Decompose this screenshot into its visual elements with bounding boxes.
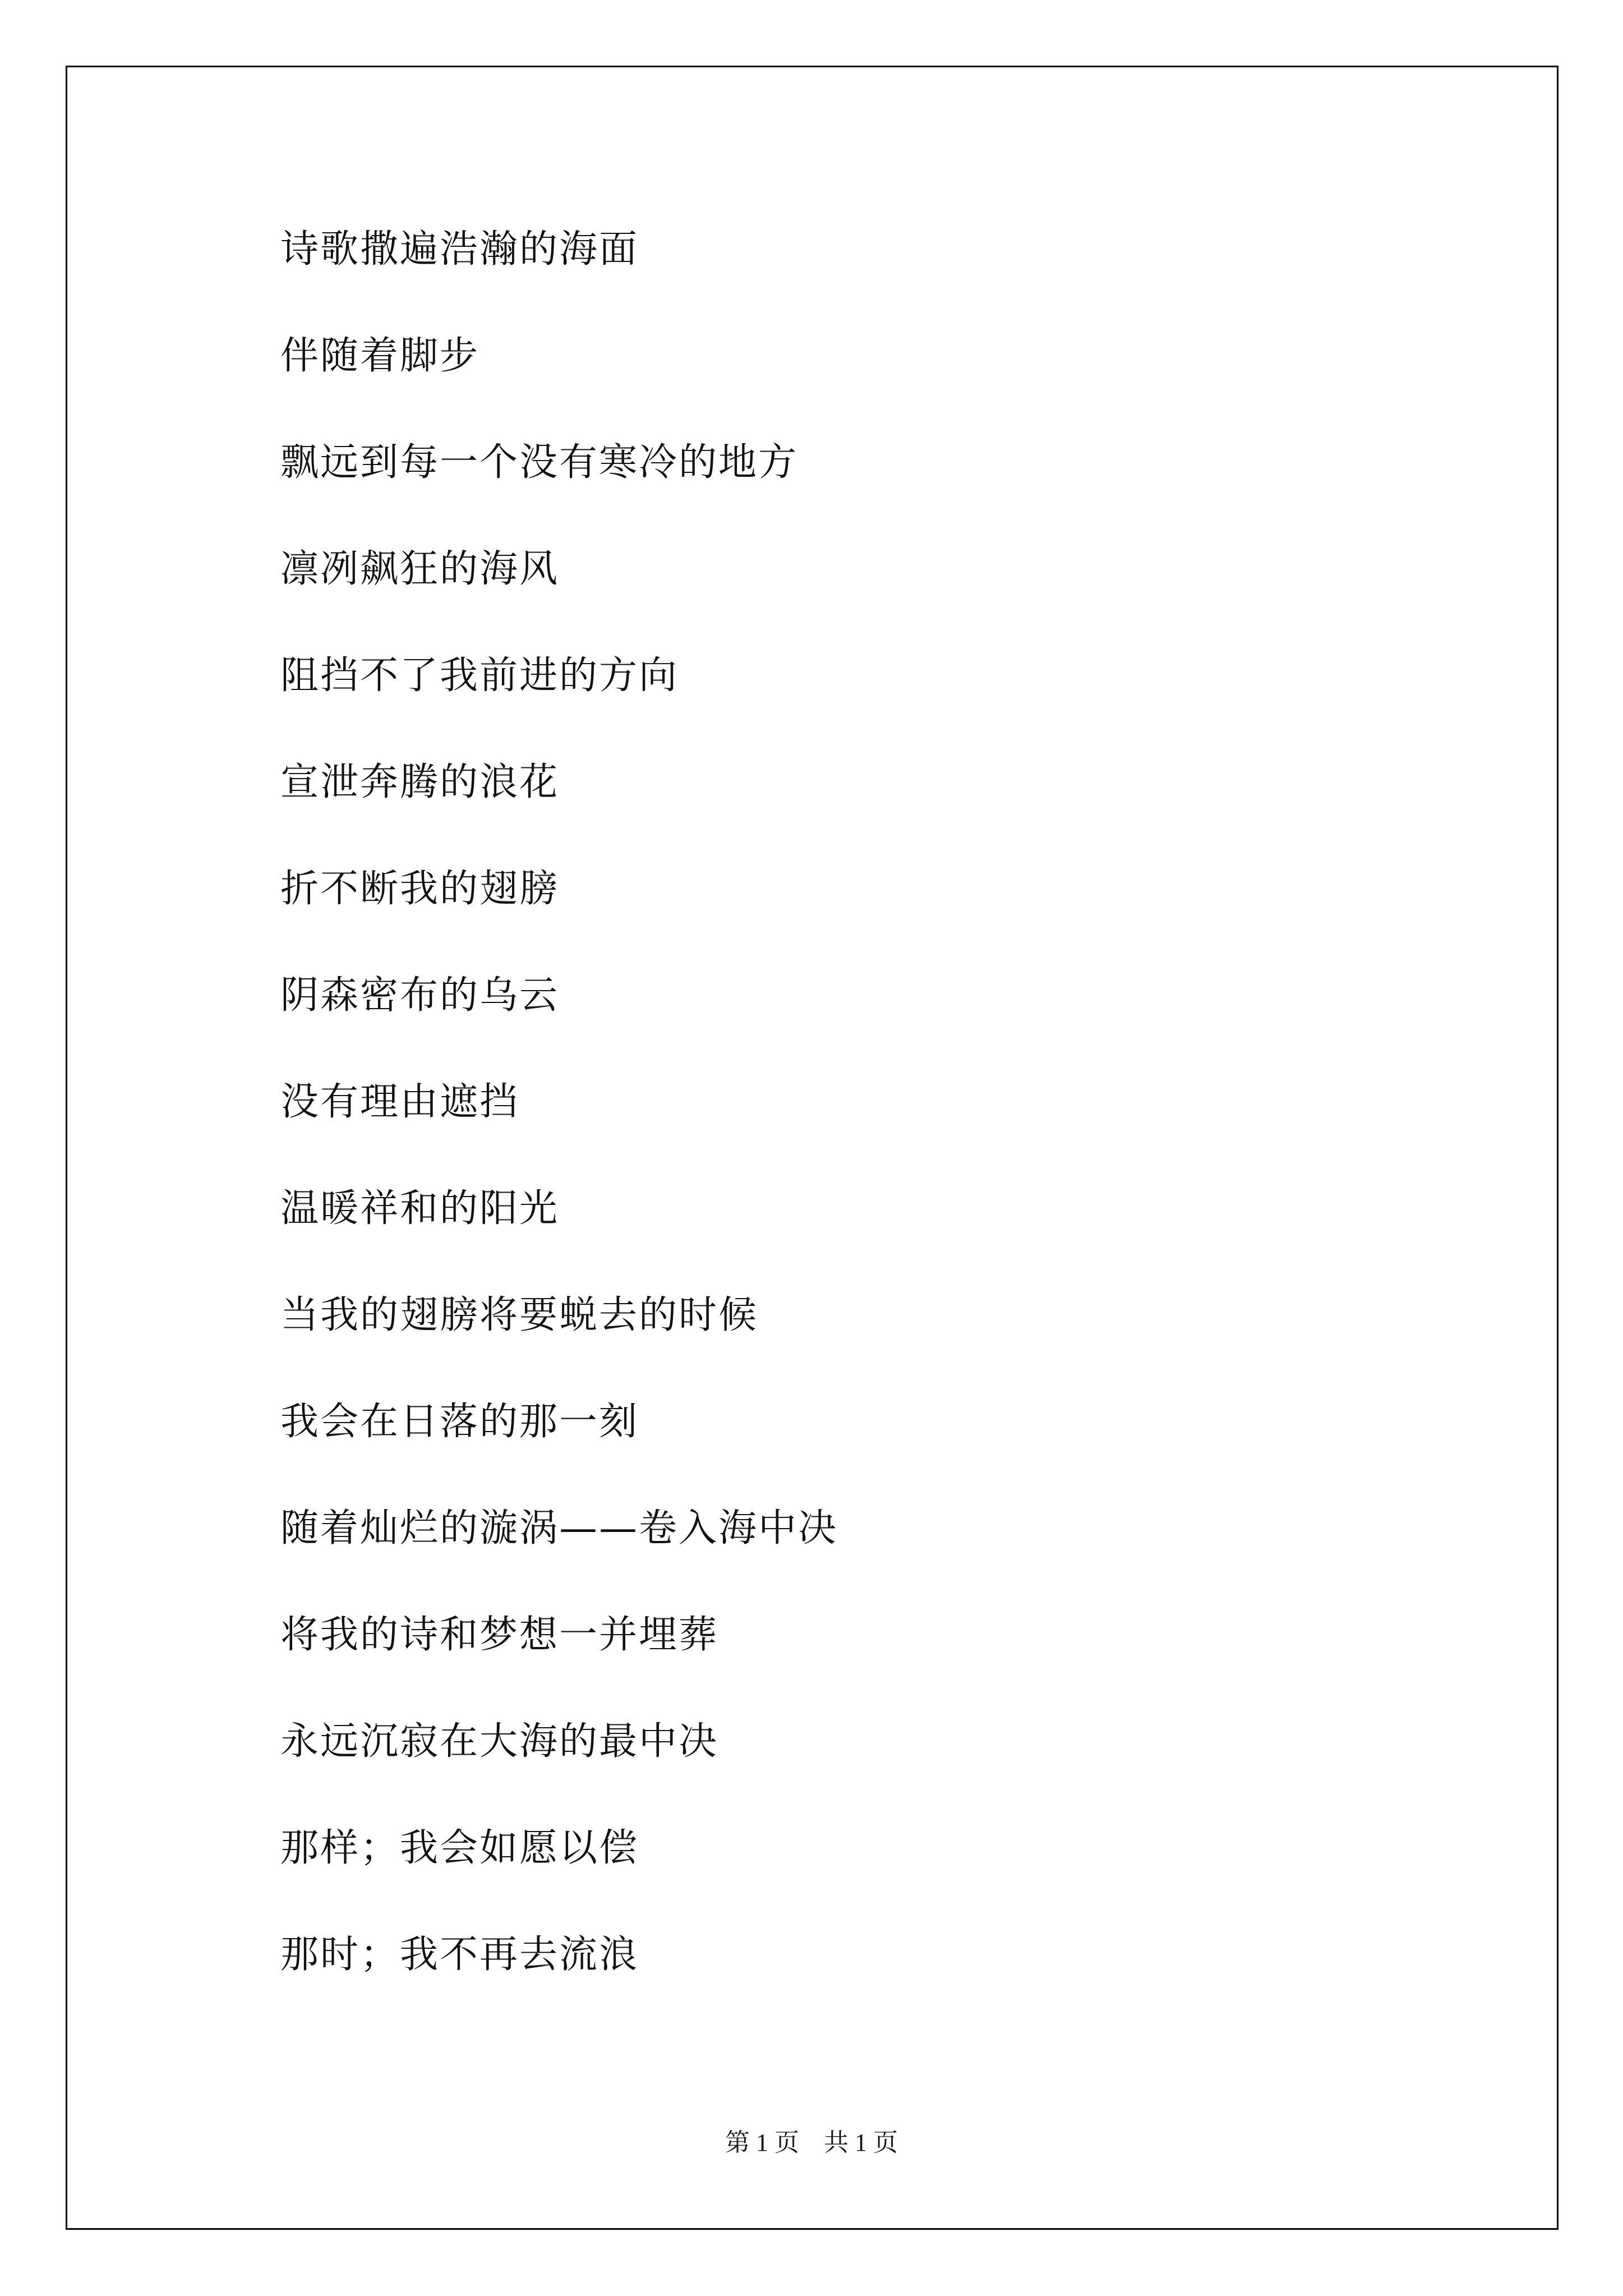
poem-line: 凛冽飙狂的海风 [280,547,560,591]
poem-line: 温暖祥和的阳光 [280,1186,560,1231]
poem-line: 飘远到每一个没有寒冷的地方 [280,440,799,485]
poem-line: 随着灿烂的漩涡——卷入海中决 [280,1506,838,1550]
poem-line: 那时；我不再去流浪 [280,1932,639,1977]
poem-line: 将我的诗和梦想一并埋葬 [280,1613,719,1657]
poem-line: 没有理由遮挡 [280,1080,520,1124]
poem-line: 永远沉寂在大海的最中决 [280,1719,719,1764]
poem-line: 当我的翅膀将要蜕去的时候 [280,1293,759,1337]
poem-line: 伴随着脚步 [280,334,480,378]
page-footer: 第 1 页 共 1 页 [725,2129,898,2156]
poem-line: 折不断我的翅膀 [280,867,560,911]
poem-body [280,222,838,2033]
poem-line: 阴森密布的乌云 [280,973,560,1018]
poem-line: 诗歌撒遍浩瀚的海面 [280,227,639,272]
poem-line: 阻挡不了我前进的方向 [280,654,679,698]
poem-line: 我会在日落的那一刻 [280,1400,639,1444]
poem-line: 那样；我会如愿以偿 [280,1826,639,1870]
poem-line: 宣泄奔腾的浪花 [280,760,560,804]
